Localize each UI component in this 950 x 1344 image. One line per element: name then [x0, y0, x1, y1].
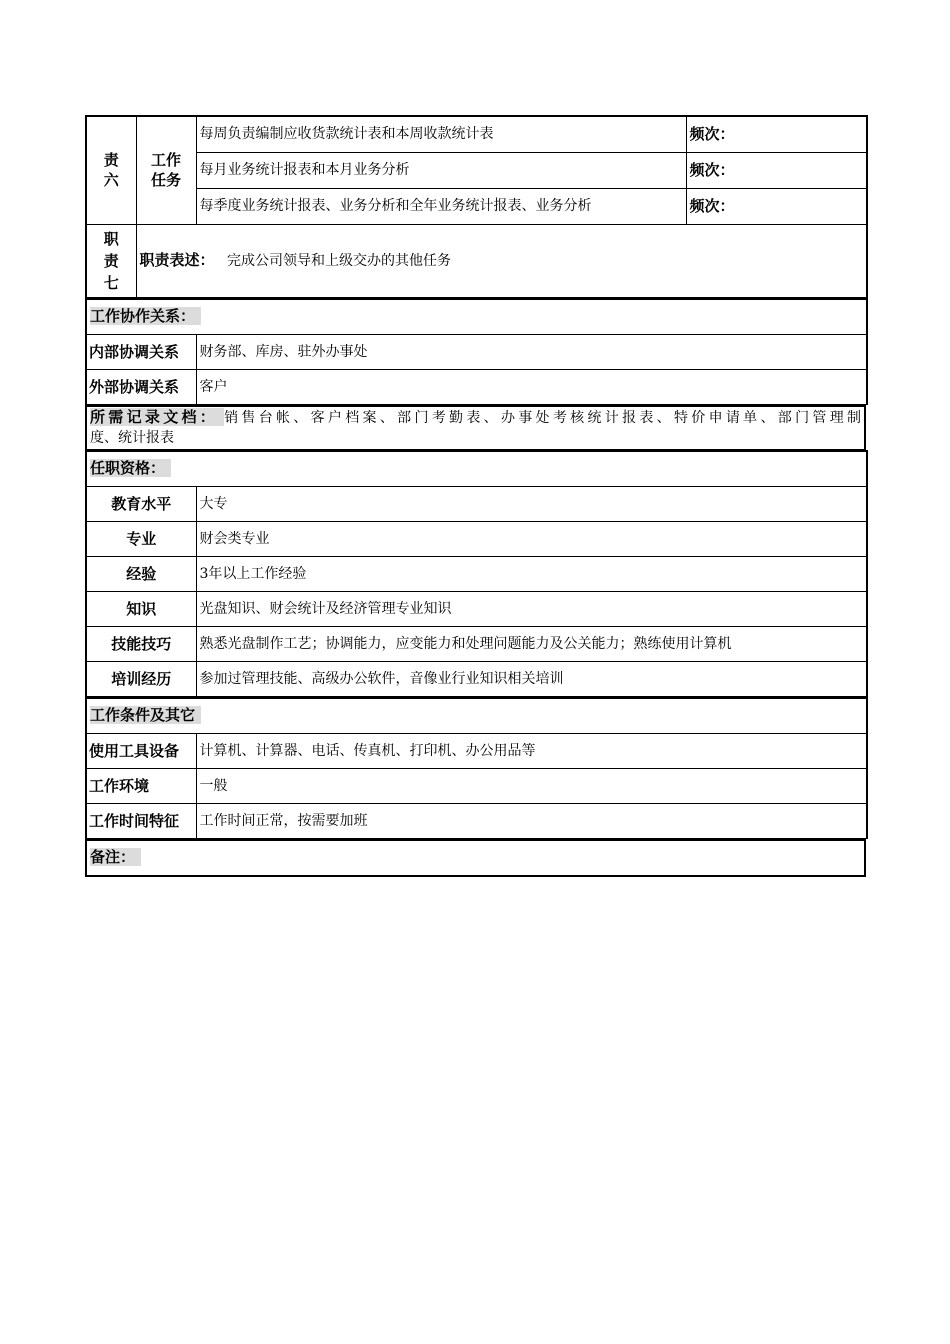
cond-label-tools: 使用工具设备	[86, 733, 196, 768]
qual-label-knowledge: 知识	[86, 591, 196, 626]
internal-coord-label: 内部协调关系	[86, 334, 196, 369]
remarks-label: 备注：	[90, 848, 141, 866]
qual-value-major: 财会类专业	[196, 521, 867, 556]
duty7-description	[136, 224, 867, 297]
cooperation-table	[85, 298, 868, 405]
duty6-freq-1: 频次：	[686, 116, 867, 152]
duty6-label	[86, 116, 136, 224]
duty6-freq-3: 频次：	[686, 188, 867, 224]
qual-label-education: 教育水平	[86, 486, 196, 521]
duty6-freq-2: 频次：	[686, 152, 867, 188]
qual-value-knowledge: 光盘知识、财会统计及经济管理专业知识	[196, 591, 867, 626]
task-label-line1: 工作	[150, 151, 181, 170]
cond-label-environment: 工作环境	[86, 768, 196, 803]
remarks-table	[85, 839, 866, 877]
cooperation-title: 工作协作关系：	[90, 307, 201, 325]
job-description-sheet	[85, 115, 866, 877]
qual-label-training: 培训经历	[86, 661, 196, 696]
cooperation-section-header	[86, 299, 867, 335]
external-coord-value: 客户	[196, 369, 867, 404]
duty6-task-2: 每月业务统计报表和本月业务分析	[196, 152, 686, 188]
cond-value-environment: 一般	[196, 768, 867, 803]
conditions-title: 工作条件及其它	[90, 706, 201, 724]
qualifications-section-header	[86, 451, 867, 487]
documents-text-line1: 销售台帐、客户档案、部门考勤表、办事处考核统计报表、特价申请单、部门管理制	[224, 410, 861, 426]
duty6-label-line2: 六	[103, 171, 119, 190]
qual-label-major: 专业	[86, 521, 196, 556]
cond-value-worktime: 工作时间正常，按需要加班	[196, 803, 867, 838]
cond-label-worktime: 工作时间特征	[86, 803, 196, 838]
qualifications-table	[85, 450, 868, 697]
duty7-label	[86, 224, 136, 297]
task-label-line2: 任务	[150, 171, 181, 190]
duty7-label-line2: 责	[103, 251, 119, 270]
external-coord-label: 外部协调关系	[86, 369, 196, 404]
duties-table	[85, 115, 868, 298]
internal-coord-value: 财务部、库房、驻外办事处	[196, 334, 867, 369]
duty6-task-1: 每周负责编制应收货款统计表和本周收款统计表	[196, 116, 686, 152]
qual-value-education: 大专	[196, 486, 867, 521]
qual-value-experience: 3年以上工作经验	[196, 556, 867, 591]
duty7-label-line3: 七	[103, 273, 119, 292]
qual-label-experience: 经验	[86, 556, 196, 591]
duty7-desc-label: 职责表述：	[139, 251, 215, 269]
qual-label-skills: 技能技巧	[86, 626, 196, 661]
documents-text-line2: 度、统计报表	[90, 430, 174, 446]
documents-table	[85, 405, 866, 450]
duty7-label-line1: 职	[103, 229, 119, 248]
documents-cell	[86, 406, 865, 450]
duty6-task-3: 每季度业务统计报表、业务分析和全年业务统计报表、业务分析	[196, 188, 686, 224]
qual-value-skills: 熟悉光盘制作工艺；协调能力，应变能力和处理问题能力及公关能力；熟练使用计算机	[196, 626, 867, 661]
qualifications-title: 任职资格：	[90, 459, 171, 477]
duty6-task-label	[136, 116, 196, 224]
cond-value-tools: 计算机、计算器、电话、传真机、打印机、办公用品等	[196, 733, 867, 768]
duty6-label-line1: 责	[103, 151, 119, 170]
qual-value-training: 参加过管理技能、高级办公软件，音像业行业知识相关培训	[196, 661, 867, 696]
duty7-desc-text: 完成公司领导和上级交办的其他任务	[226, 253, 451, 269]
conditions-section-header	[86, 698, 867, 734]
documents-label: 所需记录文档：	[90, 408, 224, 426]
conditions-table	[85, 697, 868, 839]
remarks-cell	[86, 840, 865, 876]
